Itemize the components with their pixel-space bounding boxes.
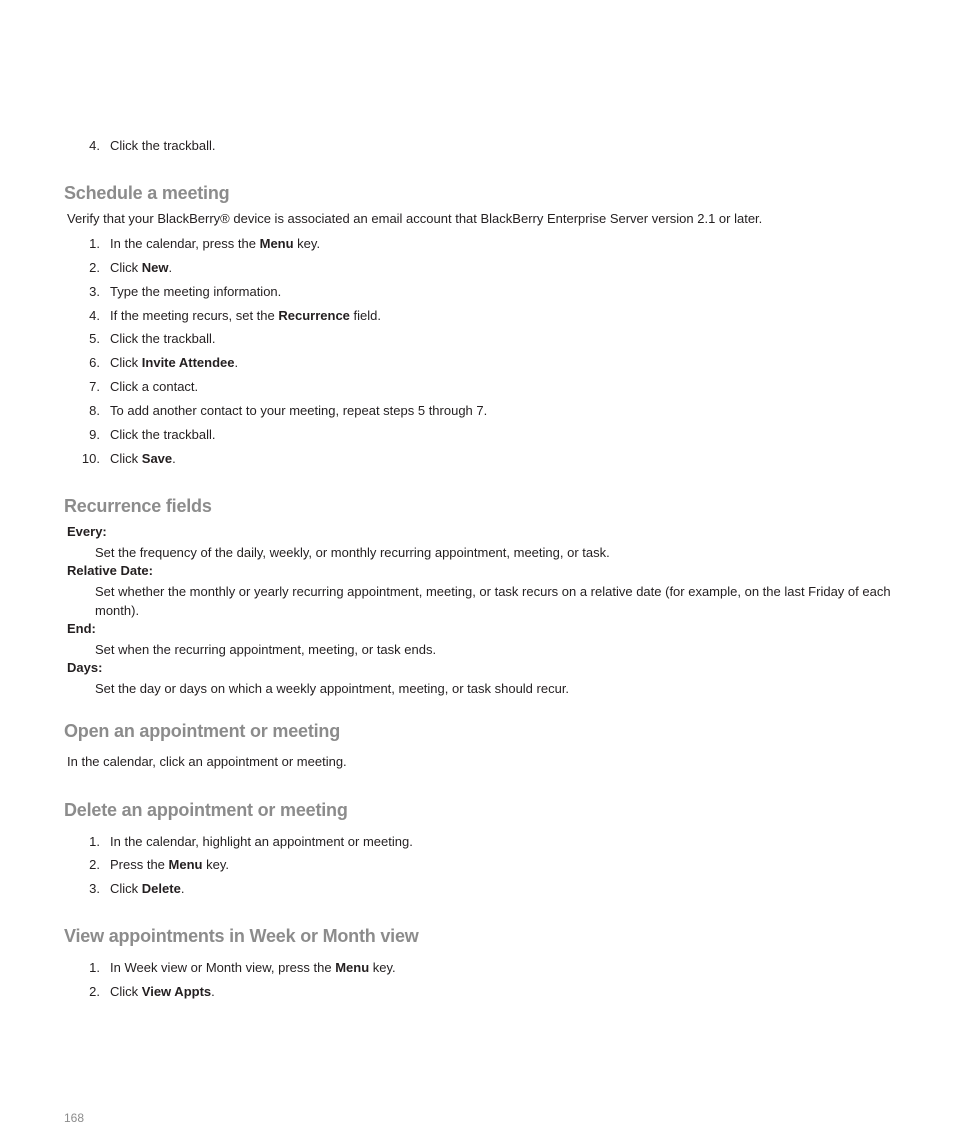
list-item [78, 832, 413, 852]
step-text: Click the trackball. [110, 137, 216, 153]
step-number: 2. [89, 259, 100, 275]
list-item [78, 354, 238, 374]
field-def-every: Set the frequency of the daily, weekly, or monthly recurring appointment, meeting, or task. [95, 545, 610, 560]
step-text-bold: Menu [335, 959, 370, 975]
step-text-pre: In Week view or Month view, press the [110, 959, 336, 975]
step-text [110, 379, 198, 395]
step-text [110, 331, 215, 347]
section-heading-view: View appointments in Week or Month view [64, 926, 419, 946]
step-text-post: . [234, 355, 239, 371]
step-text-bold: Menu [168, 857, 203, 873]
list-item [78, 879, 184, 899]
step-text-bold: Recurrence [278, 307, 350, 323]
step-text-pre: Click [110, 880, 142, 896]
field-def-days: Set the day or days on which a weekly appointment, meeting, or task should recur. [95, 681, 570, 696]
step-number: 4. [89, 307, 100, 323]
section-heading-schedule: Schedule a meeting [64, 183, 230, 203]
list-item [78, 136, 215, 156]
step-number: 3. [89, 880, 100, 896]
step-text-post: key. [293, 235, 321, 251]
step-text-post: . [168, 259, 173, 275]
step-text [110, 857, 229, 873]
list-item [78, 401, 487, 421]
step-text-pre: Click [110, 450, 142, 466]
list-item [78, 449, 176, 469]
step-number: 1. [89, 833, 100, 849]
list-item [78, 982, 215, 1002]
schedule-intro: Verify that your BlackBerry® device is associated an email account that BlackBerry Enterprise Server version 2.1 or later. [67, 211, 763, 226]
step-text [110, 308, 381, 324]
section-heading-open: Open an appointment or meeting [64, 721, 341, 741]
step-number: 2. [89, 857, 100, 873]
step-text [110, 834, 413, 850]
list-item [78, 425, 215, 445]
step-text-bold: Invite Attendee [141, 355, 235, 371]
step-number: 9. [89, 427, 100, 443]
step-text-pre: Click the trackball. [110, 331, 216, 347]
step-text-pre: Press the [110, 857, 169, 873]
step-text-pre: Click a contact. [110, 379, 199, 395]
step-text-pre: If the meeting recurs, set the [110, 307, 279, 323]
list-item [78, 258, 172, 278]
step-text-post: . [180, 880, 185, 896]
step-text [110, 260, 172, 276]
step-text [110, 284, 281, 300]
step-text-bold: View Appts [141, 983, 212, 999]
field-term-end: End: [67, 621, 96, 636]
page-number: 168 [64, 1111, 85, 1125]
step-text-pre: Click the trackball. [110, 427, 216, 443]
step-text-bold: Save [141, 450, 173, 466]
list-item [78, 330, 215, 350]
step-text-post: . [211, 983, 215, 999]
list-item [78, 234, 320, 254]
step-text [110, 236, 320, 252]
open-text: In the calendar, click an appointment or meeting. [67, 754, 347, 769]
section-heading-recurrence: Recurrence fields [64, 496, 212, 516]
step-number: 4. [89, 137, 100, 153]
step-text-bold: Menu [259, 235, 294, 251]
step-number: 8. [89, 403, 100, 419]
step-text-post: . [172, 450, 176, 466]
field-def-end: Set when the recurring appointment, meeting, or task ends. [95, 642, 437, 657]
step-number: 1. [89, 959, 100, 975]
step-text [110, 451, 176, 467]
step-text-bold: New [141, 259, 169, 275]
step-number: 10. [81, 450, 100, 466]
list-item [78, 856, 229, 876]
step-text [110, 881, 184, 897]
step-text [110, 355, 238, 371]
field-def-relative-date: Set whether the monthly or yearly recurring appointment, meeting, or task recurs on a relative date (for example, on the last Friday of each month). [95, 584, 891, 618]
field-term-days: Days: [67, 660, 103, 675]
step-text-pre: Type the meeting information. [110, 283, 282, 299]
step-number: 1. [89, 235, 100, 251]
step-number: 7. [89, 379, 100, 395]
step-text-post: key. [369, 959, 396, 975]
step-number: 5. [89, 331, 100, 347]
step-text-post: key. [202, 857, 229, 873]
step-number: 3. [89, 283, 100, 299]
step-text-pre: Click [110, 259, 142, 275]
step-text [110, 960, 396, 976]
step-text-pre: In the calendar, highlight an appointment or meeting. [110, 833, 413, 849]
step-number: 2. [89, 983, 100, 999]
step-text-pre: In the calendar, press the [110, 235, 260, 251]
list-item [78, 377, 198, 397]
field-term-relative-date: Relative Date: [67, 563, 153, 578]
step-text [110, 984, 215, 1000]
step-text-pre: Click [110, 355, 142, 371]
step-text-pre: Click [110, 983, 142, 999]
list-item [78, 306, 381, 326]
list-item [78, 958, 396, 978]
field-term-every: Every: [67, 524, 107, 539]
step-text-post: field. [349, 307, 381, 323]
step-number: 6. [89, 355, 100, 371]
step-text [110, 403, 487, 419]
section-heading-delete: Delete an appointment or meeting [64, 800, 348, 820]
step-text-bold: Delete [141, 880, 181, 896]
list-item [78, 282, 281, 302]
step-text [110, 427, 215, 443]
step-text-pre: To add another contact to your meeting, repeat steps 5 through 7. [110, 403, 488, 419]
